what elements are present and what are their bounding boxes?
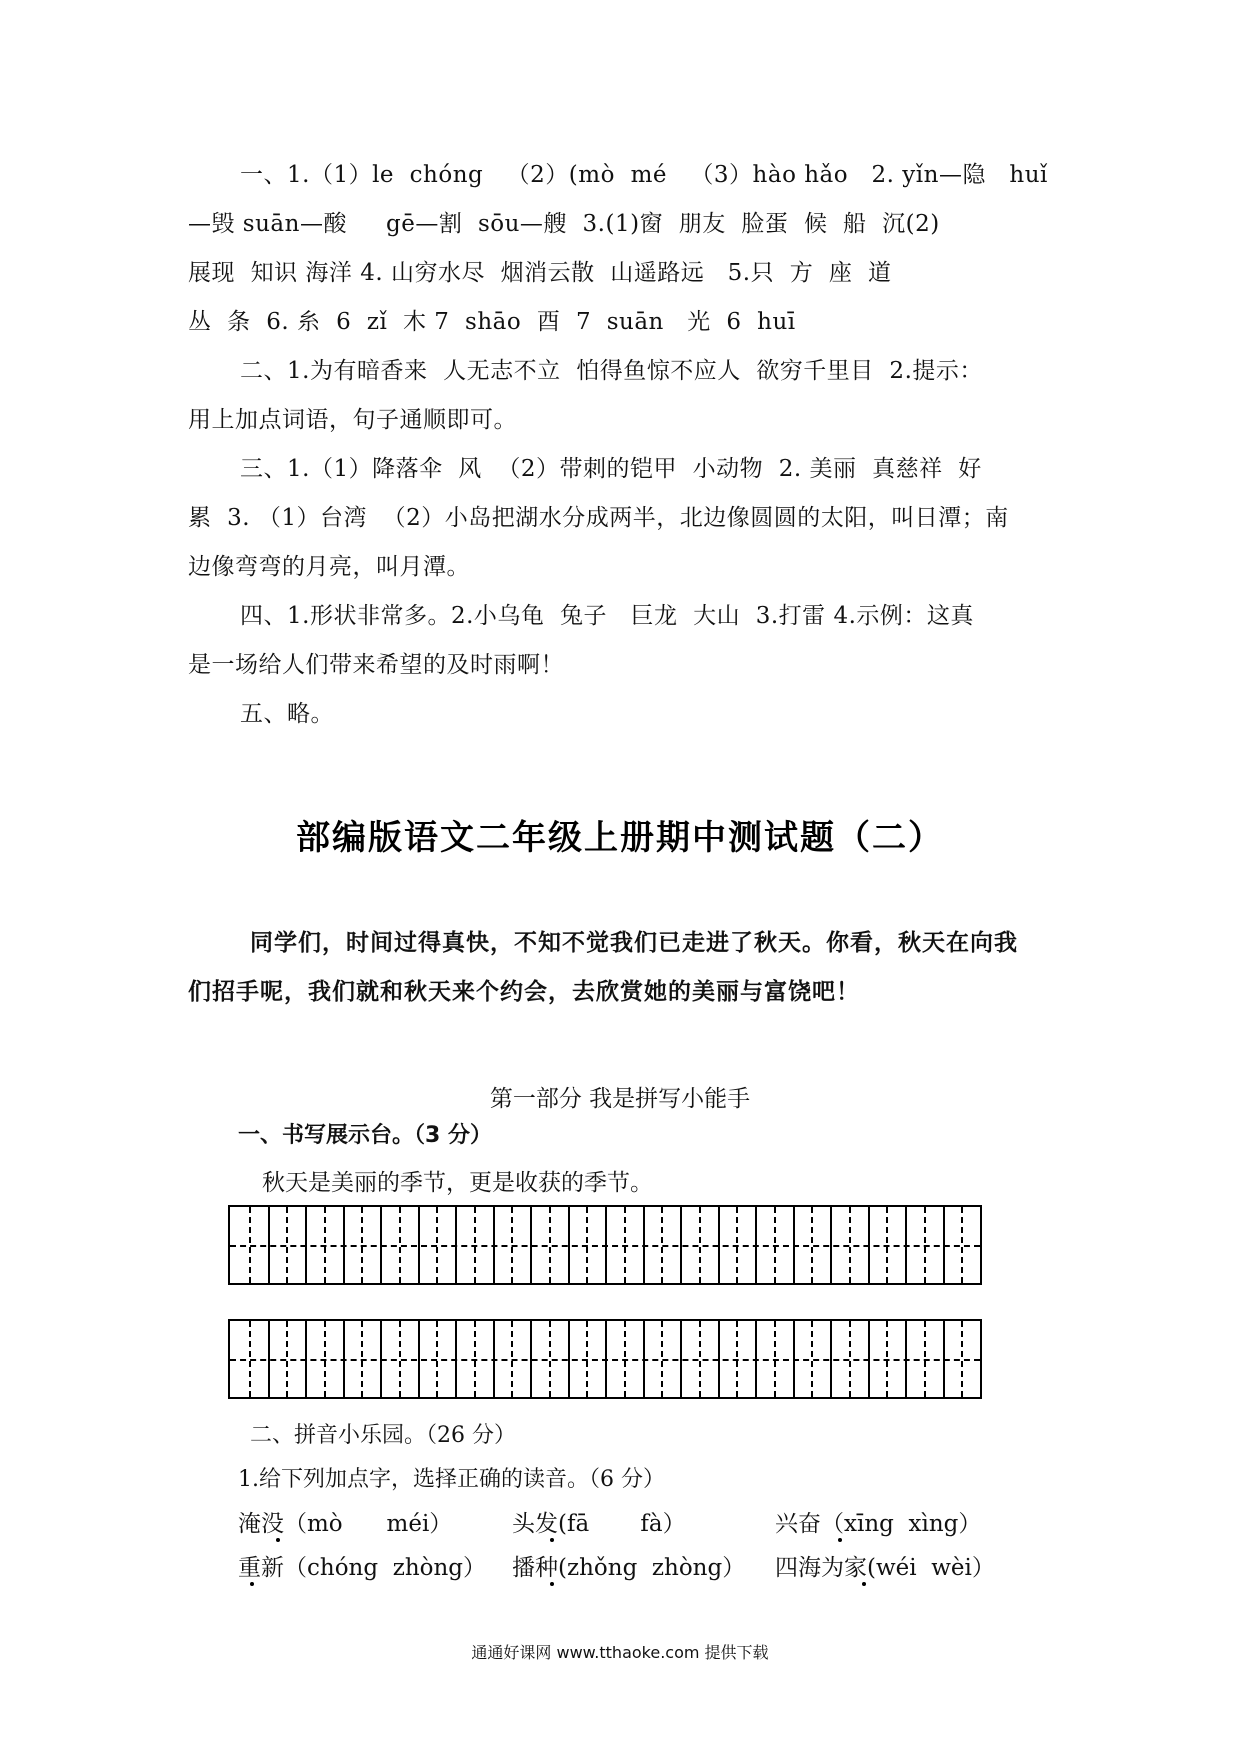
grid-guide-vertical	[924, 1207, 926, 1283]
grid-guide-vertical	[849, 1207, 851, 1283]
grid-guide-vertical	[661, 1321, 663, 1397]
grid-cell-divider	[343, 1207, 345, 1283]
answer-line: 展现 知识 海洋 4. 山穷水尽 烟消云散 山遥路远 5.只 方 座 道	[188, 260, 892, 286]
grid-guide-vertical	[624, 1321, 626, 1397]
grid-guide-vertical	[774, 1321, 776, 1397]
grid-cell-divider	[268, 1321, 270, 1397]
grid-cell-divider	[943, 1321, 945, 1397]
emphasis-dot	[276, 1538, 280, 1542]
grid-guide-vertical	[436, 1207, 438, 1283]
emphasis-dot	[550, 1582, 554, 1586]
pinyin-choice[interactable]: 兴奋（xīng xìng）	[775, 1511, 982, 1537]
grid-guide-vertical	[736, 1207, 738, 1283]
emphasis-dot	[550, 1538, 554, 1542]
answer-line: 是一场给人们带来希望的及时雨啊！	[188, 652, 564, 678]
grid-guide-vertical	[811, 1321, 813, 1397]
answer-line: 二、1.为有暗香来 人无志不立 怕得鱼惊不应人 欲穷千里目 2.提示：	[240, 358, 983, 384]
section-title: 一、书写展示台。（3 分）	[238, 1123, 492, 1148]
footer-text: 通通好课网 www.tthaoke.com 提供下载	[471, 1643, 769, 1662]
grid-cell-divider	[568, 1207, 570, 1283]
grid-cell-divider	[530, 1207, 532, 1283]
grid-guide-vertical	[736, 1321, 738, 1397]
grid-cell-divider	[455, 1207, 457, 1283]
grid-guide-vertical	[586, 1207, 588, 1283]
grid-guide-vertical	[324, 1321, 326, 1397]
grid-guide-vertical	[474, 1207, 476, 1283]
grid-guide-vertical	[361, 1321, 363, 1397]
grid-cell-divider	[680, 1321, 682, 1397]
grid-cell-divider	[718, 1207, 720, 1283]
section-sentence: 秋天是美丽的季节，更是收获的季节。	[262, 1170, 653, 1196]
grid-cell-divider	[793, 1321, 795, 1397]
grid-cell-divider	[643, 1207, 645, 1283]
answer-line: 四、1.形状非常多。2.小乌龟 兔子 巨龙 大山 3.打雷 4.示例：这真	[240, 603, 974, 629]
grid-cell-divider	[643, 1321, 645, 1397]
grid-guide-vertical	[549, 1321, 551, 1397]
grid-guide-vertical	[699, 1207, 701, 1283]
grid-cell-divider	[268, 1207, 270, 1283]
grid-guide-vertical	[286, 1321, 288, 1397]
writing-grid[interactable]	[228, 1319, 982, 1399]
grid-cell-divider	[830, 1207, 832, 1283]
grid-guide-vertical	[924, 1321, 926, 1397]
grid-guide-vertical	[324, 1207, 326, 1283]
grid-cell-divider	[680, 1207, 682, 1283]
grid-cell-divider	[380, 1207, 382, 1283]
grid-cell-divider	[568, 1321, 570, 1397]
emphasis-dot	[838, 1538, 842, 1542]
emphasis-dot	[862, 1582, 866, 1586]
grid-cell-divider	[793, 1207, 795, 1283]
grid-guide-vertical	[511, 1207, 513, 1283]
pinyin-choice[interactable]: 淹没（mò méi）	[238, 1511, 453, 1537]
grid-cell-divider	[755, 1207, 757, 1283]
section-title: 二、拼音小乐园。（26 分）	[250, 1423, 516, 1448]
answer-line: 边像弯弯的月亮，叫月潭。	[188, 554, 470, 580]
pinyin-choice[interactable]: 重新（chóng zhòng）	[238, 1555, 487, 1581]
grid-cell-divider	[868, 1321, 870, 1397]
answer-line: 一、1.（1）le chóng （2）(mò mé （3）hào hǎo 2. yǐn—隐 huǐ	[240, 162, 1048, 188]
pinyin-choice[interactable]: 头发(fā fà）	[512, 1511, 686, 1537]
grid-guide-vertical	[399, 1321, 401, 1397]
grid-guide-vertical	[886, 1207, 888, 1283]
grid-cell-divider	[493, 1321, 495, 1397]
grid-guide-vertical	[886, 1321, 888, 1397]
grid-cell-divider	[868, 1207, 870, 1283]
writing-grid[interactable]	[228, 1205, 982, 1285]
grid-guide-vertical	[661, 1207, 663, 1283]
answer-line: 累 3. （1）台湾 （2）小岛把湖水分成两半，北边像圆圆的太阳，叫日潭；南	[188, 505, 1009, 531]
answer-line: 五、略。	[240, 701, 334, 727]
grid-guide-vertical	[549, 1207, 551, 1283]
grid-cell-divider	[943, 1207, 945, 1283]
grid-cell-divider	[455, 1321, 457, 1397]
grid-cell-divider	[605, 1321, 607, 1397]
answer-line: 三、1.（1）降落伞 风 （2）带刺的铠甲 小动物 2. 美丽 真慈祥 好	[240, 456, 982, 482]
grid-cell-divider	[380, 1321, 382, 1397]
grid-guide-vertical	[286, 1207, 288, 1283]
answer-line: 用上加点词语，句子通顺即可。	[188, 407, 517, 433]
grid-cell-divider	[493, 1207, 495, 1283]
grid-cell-divider	[718, 1321, 720, 1397]
grid-cell-divider	[530, 1321, 532, 1397]
intro-line: 同学们，时间过得真快，不知不觉我们已走进了秋天。你看，秋天在向我	[250, 930, 1018, 956]
grid-guide-vertical	[436, 1321, 438, 1397]
grid-guide-vertical	[586, 1321, 588, 1397]
grid-guide-vertical	[474, 1321, 476, 1397]
grid-guide-vertical	[511, 1321, 513, 1397]
intro-line: 们招手呢，我们就和秋天来个约会，去欣赏她的美丽与富饶吧！	[188, 979, 860, 1005]
grid-guide-vertical	[624, 1207, 626, 1283]
grid-guide-vertical	[361, 1207, 363, 1283]
pinyin-choice[interactable]: 四海为家(wéi wèi）	[775, 1555, 995, 1581]
grid-guide-vertical	[399, 1207, 401, 1283]
grid-guide-vertical	[849, 1321, 851, 1397]
grid-cell-divider	[305, 1321, 307, 1397]
grid-cell-divider	[830, 1321, 832, 1397]
grid-cell-divider	[343, 1321, 345, 1397]
grid-cell-divider	[418, 1321, 420, 1397]
part-title: 第一部分 我是拼写小能手	[489, 1086, 751, 1112]
grid-guide-vertical	[249, 1207, 251, 1283]
page-title: 部编版语文二年级上册期中测试题（二）	[296, 818, 944, 858]
grid-guide-vertical	[699, 1321, 701, 1397]
grid-cell-divider	[605, 1207, 607, 1283]
grid-cell-divider	[905, 1207, 907, 1283]
grid-guide-vertical	[961, 1321, 963, 1397]
grid-guide-vertical	[811, 1207, 813, 1283]
answer-line: 丛 条 6. 糸 6 zǐ 木 7 shāo 酉 7 suān 光 6 huī	[188, 309, 796, 335]
emphasis-dot	[250, 1582, 254, 1586]
answer-line: —毁 suān—酸 gē—割 sōu—艘 3.(1)窗 朋友 脸蛋 候 船 沉(2)	[188, 211, 940, 237]
question-title: 1.给下列加点字，选择正确的读音。（6 分）	[238, 1467, 665, 1492]
grid-cell-divider	[755, 1321, 757, 1397]
grid-guide-vertical	[774, 1207, 776, 1283]
pinyin-choice[interactable]: 播种(zhǒng zhòng）	[512, 1555, 746, 1581]
grid-cell-divider	[418, 1207, 420, 1283]
grid-cell-divider	[305, 1207, 307, 1283]
grid-guide-vertical	[249, 1321, 251, 1397]
grid-guide-vertical	[961, 1207, 963, 1283]
grid-cell-divider	[905, 1321, 907, 1397]
